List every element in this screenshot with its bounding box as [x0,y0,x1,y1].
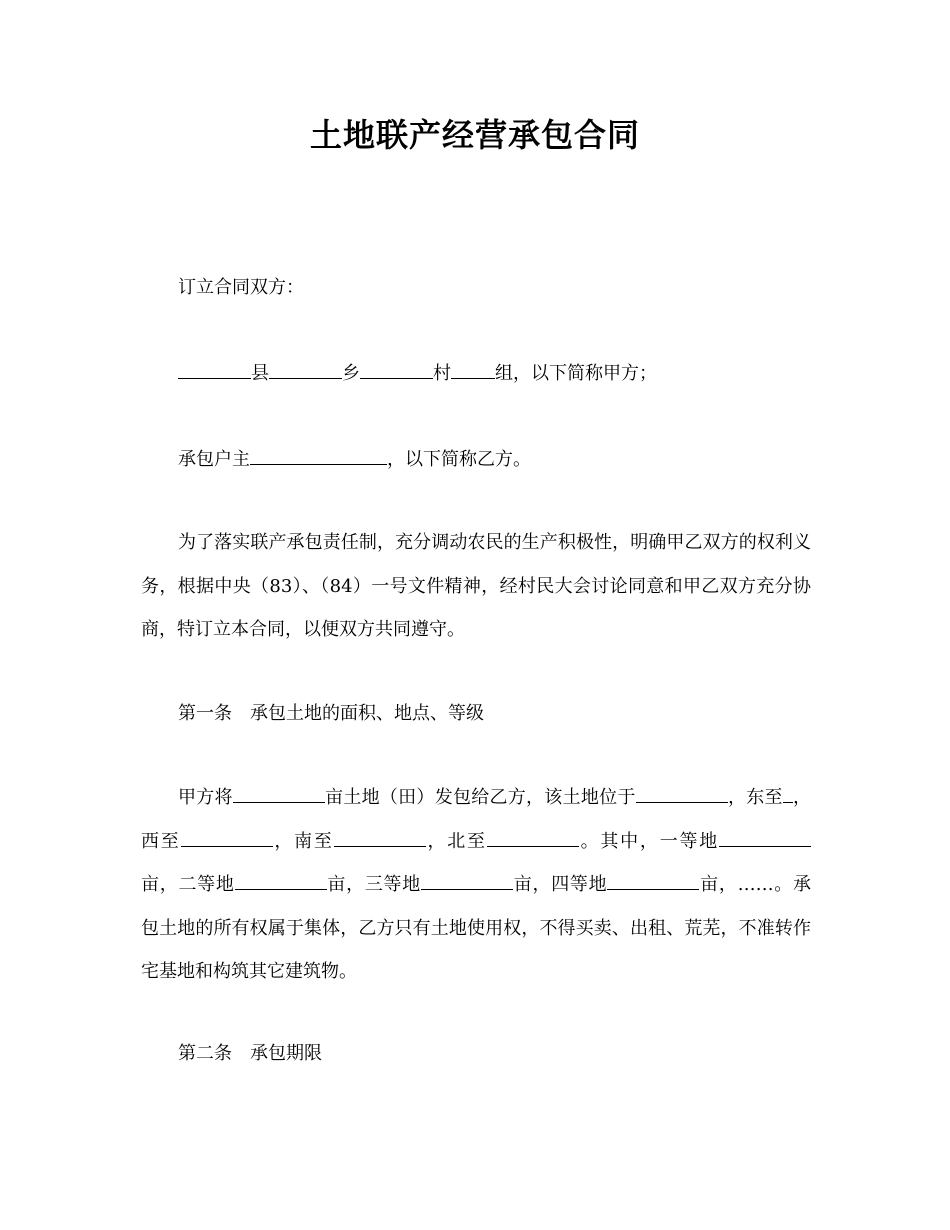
article-2-title: 承包期限 [250,1043,322,1064]
article-2-heading [178,1041,322,1067]
south-boundary-blank[interactable] [334,828,426,847]
article-2-number: 第二条 [178,1043,232,1064]
a1-text-8: 亩，二等地 [141,874,235,895]
east-boundary-blank[interactable] [783,784,793,803]
township-label: 乡 [342,363,360,384]
a1-text-7: 。其中，一等地 [578,830,720,852]
group-blank[interactable] [451,360,495,379]
village-label: 村 [433,363,451,384]
a1-text-10: 亩，四等地 [513,874,608,895]
document-title: 土地联产经营承包合同 [309,116,640,154]
article-1-number: 第一条 [178,703,232,724]
party-b-line [178,446,531,473]
a1-text-1: 甲方将 [178,787,233,808]
a1-text-3: ，东至 [727,787,783,808]
a1-text-4: ，西至 [141,787,812,852]
article-1-title: 承包土地的面积、地点、等级 [250,703,484,724]
party-b-prefix: 承包户主 [178,449,250,470]
party-a-line [178,360,657,387]
grade-1-area-blank[interactable] [719,828,811,847]
party-b-suffix: ，以下简称乙方。 [387,449,531,470]
a1-text-5: ，南至 [272,830,334,852]
grade-3-area-blank[interactable] [421,871,513,890]
preamble-paragraph: 为了落实联产承包责任制，充分调动农民的生产积极性，明确甲乙双方的权利义务，根据中央（83）、（84）一号文件精神，经村民大会讨论同意和甲乙双方充分协商，特订立本合同，以便双方共同遵守。 [141,532,811,640]
article-1-heading [178,701,484,727]
a1-text-9: 亩，三等地 [326,874,422,895]
county-blank[interactable] [178,360,251,379]
county-label: 县 [251,363,269,384]
a1-text-2: 亩土地（田）发包给乙方，该土地位于 [324,787,636,808]
household-head-blank[interactable] [250,446,387,465]
township-blank[interactable] [269,360,342,379]
grade-2-area-blank[interactable] [235,871,327,890]
west-boundary-blank[interactable] [181,828,273,847]
north-boundary-blank[interactable] [487,828,579,847]
village-blank[interactable] [360,360,433,379]
parties-heading: 订立合同双方： [178,277,304,298]
grade-4-area-blank[interactable] [607,871,699,890]
total-area-blank[interactable] [233,784,325,803]
group-suffix: 组，以下简称甲方； [495,363,657,384]
a1-text-11: 亩，……。承包土地的所有权属于集体，乙方只有土地使用权，不得买卖、出租、荒芜，不准转作宅基地和构筑其它建筑物。 [141,874,812,982]
location-blank[interactable] [636,784,728,803]
a1-text-6: ，北至 [425,830,487,852]
article-1-body [141,776,811,994]
